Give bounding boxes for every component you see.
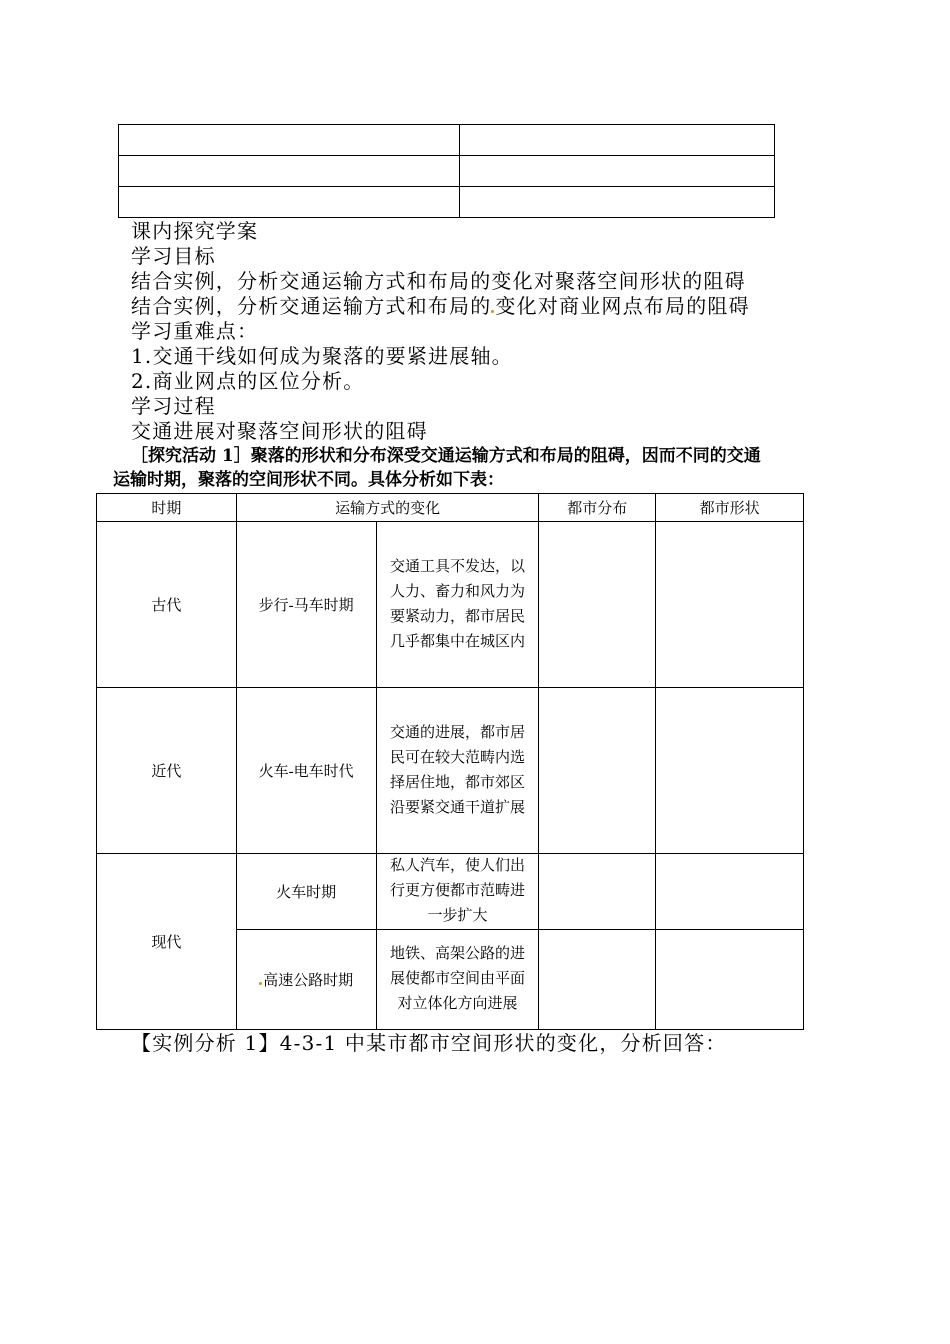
distribution-cell [539, 522, 656, 688]
mode-cell: 高速公路时期 [236, 930, 376, 1030]
header-period: 时期 [97, 494, 237, 522]
table-row [97, 688, 804, 854]
desc-cell: 交通工具不发达，以人力、畜力和风力为要紧动力，都市居民几乎都集中在城区内 [376, 522, 539, 688]
header-city-distribution: 都市分布 [539, 494, 656, 522]
mode-cell: 火车-电车时代 [236, 688, 376, 854]
key-point-2: 2.商业网点的区位分析。 [131, 369, 365, 393]
shape-cell [656, 930, 804, 1030]
activity-line-1: ［探究活动 1］聚落的形状和分布深受交通运输方式和布局的阻碍，因而不同的交通 [131, 446, 761, 466]
goal-1: 结合实例，分析交通运输方式和布局的变化对聚落空间形状的阻碍 [131, 269, 746, 293]
header-city-shape: 都市形状 [656, 494, 804, 522]
distribution-cell [539, 854, 656, 930]
empty-header-table [118, 124, 775, 218]
table-row [97, 522, 804, 688]
shape-cell [656, 688, 804, 854]
shape-cell [656, 854, 804, 930]
header-transport-change: 运输方式的变化 [236, 494, 539, 522]
key-point-1: 1.交通干线如何成为聚落的要紧进展轴。 [131, 344, 513, 368]
goal-2: 结合实例，分析交通运输方式和布局的 变化对商业网点布局的阻碍 [131, 294, 750, 318]
distribution-cell [539, 688, 656, 854]
case-analysis-line: 【实例分析 1】4-3-1 中某市都市空间形状的变化，分析回答： [131, 1031, 727, 1055]
period-cell: 现代 [97, 854, 237, 1030]
heading-process: 学习过程 [131, 394, 216, 418]
table-row [97, 854, 804, 930]
heading-learning-goals: 学习目标 [131, 244, 216, 268]
heading-key-points: 学习重难点： [131, 319, 259, 343]
transport-table [96, 493, 804, 1030]
mode-cell: 步行-马车时期 [236, 522, 376, 688]
heading-classroom-study: 课内探究学案 [131, 219, 259, 243]
desc-cell: 交通的进展，都市居民可在较大范畴内选择居住地，都市郊区沿要紧交通干道扩展 [376, 688, 539, 854]
mode-cell: 火车时期 [236, 854, 376, 930]
desc-cell: 私人汽车，使人们出行更方便都市范畴进一步扩大 [376, 854, 539, 930]
shape-cell [656, 522, 804, 688]
desc-cell: 地铁、高架公路的进展使都市空间由平面对立体化方向进展 [376, 930, 539, 1030]
section-title: 交通进展对聚落空间形状的阻碍 [131, 419, 428, 443]
activity-line-2: 运输时期，聚落的空间形状不同。具体分析如下表： [113, 470, 504, 490]
distribution-cell [539, 930, 656, 1030]
period-cell: 古代 [97, 522, 237, 688]
period-cell: 近代 [97, 688, 237, 854]
